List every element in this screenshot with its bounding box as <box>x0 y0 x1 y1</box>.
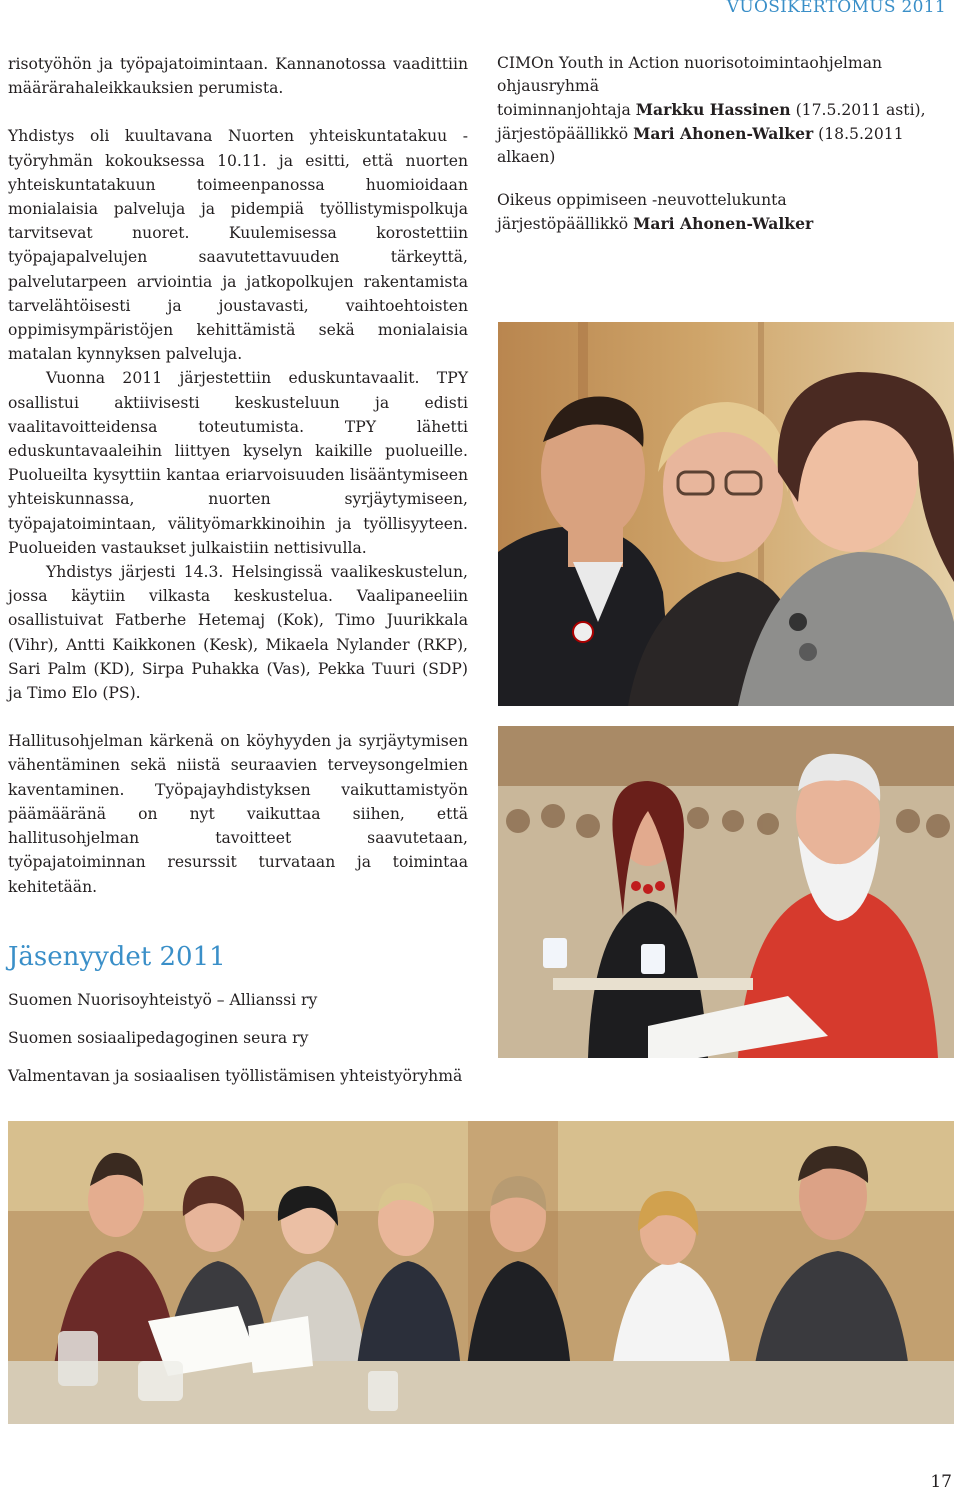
person-name: Mari Ahonen-Walker <box>633 124 814 143</box>
cimo-block <box>497 52 952 169</box>
role-label: järjestöpäällikkö <box>497 125 634 143</box>
membership-item: Suomen Nuorisoyhteistyö – Allianssi ry <box>8 990 318 1009</box>
membership-item: Valmentavan ja sosiaalisen työllistämisen yhteistyöryhmä <box>8 1066 463 1085</box>
paragraph: Yhdistys oli kuultavana Nuorten yhteiskuntatakuu -työryhmän kokouksessa 10.11. ja esitti, että nuorten yhteiskuntatakuun toimeenpanossa huomioidaan monialaisia palveluja ja pidempiä työllistymispolkuja tarvitsevat nuoret. Kuulemisessa korostettiin työpajapalvelujen saavutettavuuden tärkeyttä, palvelutarpeen arviointia ja jatkopolkujen rakentamista tarvelähtöisesti ja joustavasti, vaihtoehtoisten oppimisympäristöjen kehittämistä sekä monialaisia matalan kynnyksen palveluja. <box>8 127 468 364</box>
paragraph: Vuonna 2011 järjestettiin eduskuntavaalit. TPY osallistui aktiivisesti keskusteluun ja edisti vaalitavoitteidensa toteutumista. TPY lähetti eduskuntavaaleihin liittyen kyselyn kaikille puolueille. Puolueilta kysyttiin kantaa eriarvoisuuden lisääntymiseen yhteiskunnassa, nuorten syrjäytymiseen, työpajatoimintaan, välityömarkkinoihin ja työllisyyteen. Puolueiden vastaukset julkaistiin nettisivulla. <box>8 369 468 557</box>
person-name: Mari Ahonen-Walker <box>633 214 814 233</box>
role-label: toiminnanjohtaja <box>497 101 636 119</box>
oikeus-block <box>497 189 952 236</box>
left-column <box>8 52 468 1103</box>
page-number: 17 <box>930 1472 952 1492</box>
audience-photo <box>498 726 954 1058</box>
cimo-line-1 <box>497 98 952 122</box>
role-label: järjestöpäällikkö <box>497 215 634 233</box>
right-column <box>497 52 952 236</box>
oikeus-line <box>497 212 952 236</box>
membership-list <box>8 989 468 1087</box>
membership-item: Suomen sosiaalipedagoginen seura ry <box>8 1028 309 1047</box>
paragraph: risotyöhön ja työpajatoimintaan. Kannanotossa vaadittiin määrärahaleikkauksien perumista. <box>8 55 468 98</box>
oikeus-title: Oikeus oppimiseen -neuvottelukunta <box>497 191 787 209</box>
panel-photo-three-people <box>498 322 954 706</box>
section-title: Jäsenyydet 2011 <box>8 941 226 972</box>
person-name: Markku Hassinen <box>635 100 791 119</box>
running-header: VUOSIKERTOMUS 2011 <box>726 0 946 17</box>
cimo-line-2 <box>497 122 952 169</box>
audience-row-photo <box>8 1121 954 1424</box>
date-range: (18.5.2011 alkaen) <box>497 125 904 166</box>
paragraph: Yhdistys järjesti 14.3. Helsingissä vaalikeskustelun, jossa käytiin vilkasta keskustelua. Vaalipaneeliin osallistuivat Fatberhe Hetemaj (Kok), Timo Juurikkala (Vihr), Antti Kaikkonen (Kesk), Mikaela Nylander (RKP), Sari Palm (KD), Sirpa Puhakka (Vas), Pekka Tuuri (SDP) ja Timo Elo (PS). <box>8 563 468 703</box>
paragraph: Hallitusohjelman kärkenä on köyhyyden ja syrjäytymisen vähentäminen sekä niistä seuraavien terveysongelmien kaventaminen. Työpajayhdistyksen vaikuttamistyön päämääränä on nyt vaikuttaa siihen, että hallitusohjelman tavoitteet saavutetaan, työpajatoiminnan resurssit turvataan ja toimintaa kehitetään. <box>8 732 468 896</box>
cimo-title: CIMOn Youth in Action nuorisotoimintaohjelman ohjausryhmä <box>497 54 883 95</box>
date-range: (17.5.2011 asti), <box>790 101 926 119</box>
